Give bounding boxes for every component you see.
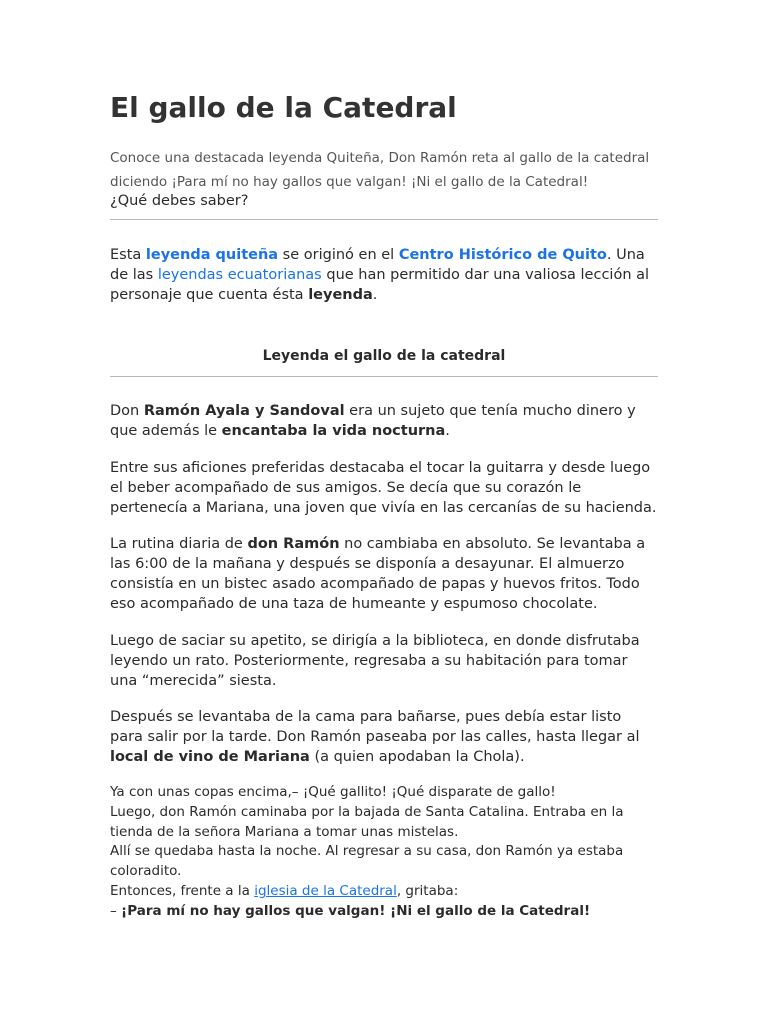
text: era un sujeto que tenía mucho dinero y que además le (110, 403, 636, 439)
dialogue-line-2: Luego, don Ramón caminaba por la bajada de Santa Catalina. Entraba en la tienda de la señora Mariana a tomar unas mistelas. (110, 803, 624, 840)
paragraph-3: Entre sus aficiones preferidas destacaba el tocar la guitarra y desde luego el beber acompañado de sus amigos. Se decía que su corazón le pertenecía a Mariana, una joven que vivía en las cercanías de su hacienda. (110, 460, 657, 516)
bold-text: encantaba la vida nocturna (221, 423, 446, 439)
paragraph-2 (110, 401, 658, 441)
link-centro-historico[interactable]: Centro Histórico de Quito (398, 247, 607, 263)
dialogue-line-3: Allí se quedaba hasta la noche. Al regresar a su casa, don Ramón ya estaba coloradito. (110, 843, 624, 880)
text: . (372, 287, 378, 303)
divider (110, 376, 658, 377)
text: , gritaba: (396, 882, 459, 899)
text: Don (110, 403, 144, 419)
text: . Una de las (110, 247, 645, 283)
link-iglesia-catedral[interactable]: iglesia de la Catedral (254, 882, 397, 899)
text: Entonces, frente a la (110, 882, 255, 899)
dialogue-line-4 (110, 882, 670, 902)
paragraph-5: Luego de saciar su apetito, se dirigía a la biblioteca, en donde disfrutaba leyendo un rato. Posteriormente, regresaba a su habitación para tomar una “merecida” siesta. (110, 633, 640, 689)
section-heading: Leyenda el gallo de la catedral (262, 348, 506, 364)
text: – (110, 902, 122, 919)
bold-text: ¡Para mí no hay gallos que valgan! ¡Ni el gallo de la Catedral! (121, 902, 591, 919)
text: se originó en el (278, 247, 399, 263)
link-leyenda-quitena[interactable]: leyenda quiteña (145, 247, 279, 263)
dialogue-block (110, 783, 670, 922)
link-leyendas-ecuatorianas[interactable]: leyendas ecuatorianas (157, 267, 322, 283)
paragraph-6 (110, 707, 658, 767)
bold-text: local de vino de Mariana (110, 749, 310, 765)
text: Esta (110, 247, 146, 263)
dialogue-line-5 (110, 902, 670, 922)
bold-text: Ramón Ayala y Sandoval (143, 403, 345, 419)
text: (a quien apodaban la Chola). (309, 749, 525, 765)
text: que han permitido dar una valiosa lección al personaje que cuenta ésta (110, 267, 650, 303)
divider (110, 219, 658, 220)
text: La rutina diaria de (110, 536, 248, 552)
bold-text: leyenda (308, 287, 373, 303)
text: no cambiaba en absoluto. Se levantaba a las 6:00 de la mañana y después se disponía a desayunar. El almuerzo consistía en un bistec asado acompañado de papas y huevos fritos. Todo eso acompañado de una taza de humeante y espumoso chocolate. (110, 536, 646, 612)
page-title: El gallo de la Catedral (110, 91, 457, 124)
dialogue-line-1: Ya con unas copas encima,– ¡Qué gallito! ¡Qué disparate de gallo! (110, 784, 556, 800)
paragraph-4 (110, 534, 658, 614)
text: . (445, 423, 450, 439)
paragraph-1 (110, 245, 658, 305)
text: Después se levantaba de la cama para bañarse, pues debía estar listo para salir por la tarde. Don Ramón paseaba por las calles, hasta llegar al (110, 709, 640, 745)
question-text: ¿Qué debes saber? (110, 193, 249, 209)
intro-text: Conoce una destacada leyenda Quiteña, Don Ramón reta al gallo de la catedral diciendo ¡Para mí no hay gallos que valgan! ¡Ni el gallo de la Catedral! (110, 150, 650, 190)
bold-text: don Ramón (247, 536, 340, 552)
